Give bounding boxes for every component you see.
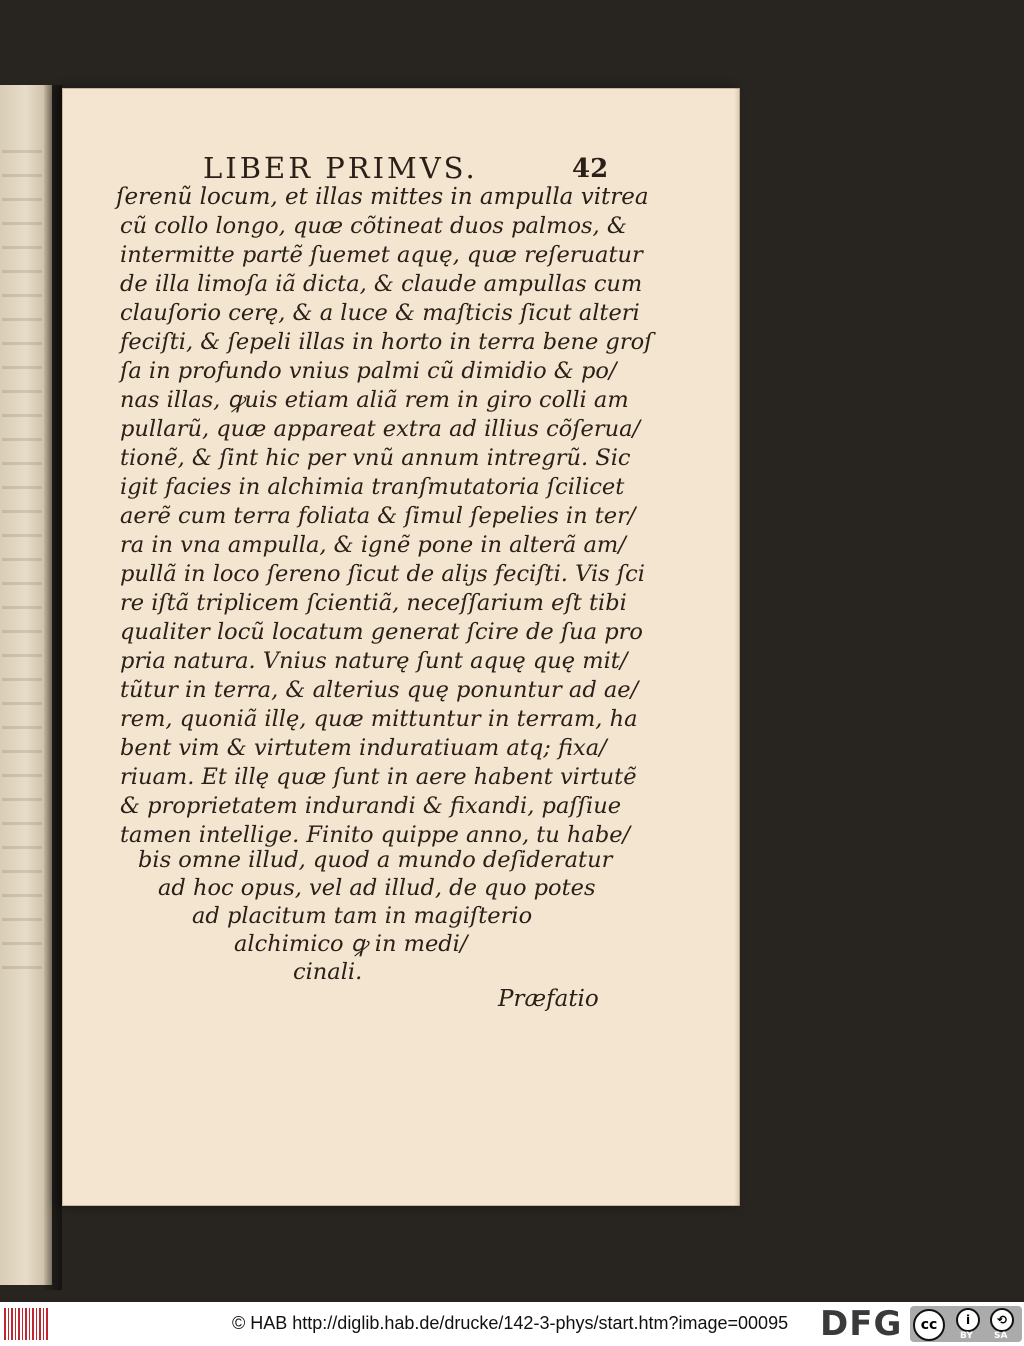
text-line-19: rem, quoniã illę, quæ mittuntur in terram, ha [120,706,638,732]
text-line-5: clauſorio cerę, & a luce & maſticis ſicut alteri [120,300,640,326]
running-head: LIBER PRIMVS. [203,151,478,185]
book-page [62,88,740,1206]
gutter-shadow [44,85,62,1290]
cc-license-badge[interactable] [910,1306,1022,1342]
footer-bar [0,1302,1024,1346]
text-line-6: feciſti, & ſepeli illas in horto in terra bene groſ [120,329,653,355]
text-line-21: riuam. Et illę quæ ſunt in aere habent virtutẽ [120,764,637,790]
cc-icon: cc [913,1309,945,1341]
folio-number: 42 [572,154,609,184]
text-line-17: pria natura. Vnius naturę ſunt aquę quę mit/ [120,648,628,674]
text-line-12: aerẽ cum terra foliata & ſimul ſepelies in ter/ [120,503,636,529]
catchword: Præfatio [498,986,599,1012]
text-line-10: tionẽ, & ſint hic per vnũ annum intregrũ. Sic [120,445,631,471]
barcode-icon [4,1308,48,1340]
facing-page-text-bleed [2,150,42,970]
source-credit[interactable]: © HAB http://diglib.hab.de/drucke/142-3-phys/start.htm?image=00095 [232,1313,789,1333]
text-line-27: alchimico ꝙ in medi/ [234,931,468,957]
text-line-25: ad hoc opus, vel ad illud, de quo potes [158,875,596,901]
text-line-7: ſa in profundo vnius palmi cũ dimidio & po/ [120,358,617,384]
text-line-24: bis omne illud, quod a mundo deſideratur [138,847,613,873]
text-line-1: ſerenũ locum, et illas mittes in ampulla vitrea [116,184,649,210]
by-label: BY [960,1331,973,1341]
sa-icon: ⟲ [990,1308,1014,1332]
text-line-26: ad placitum tam in magiſterio [192,903,533,929]
text-line-16: qualiter locũ locatum generat ſcire de ſua pro [120,619,643,645]
text-line-2: cũ collo longo, quæ cõtineat duos palmos, & [120,213,627,239]
text-line-9: pullarũ, quæ appareat extra ad illius cõſerua/ [120,416,641,442]
text-line-11: igit facies in alchimia tranſmutatoria ſcilicet [120,474,625,500]
text-line-15: re iſtã triplicem ſcientiã, neceſſarium eſt tibi [120,590,627,616]
text-line-4: de illa limoſa iã dicta, & claude ampullas cum [120,271,643,297]
text-line-20: bent vim & virtutem induratiuam atq; fixa/ [120,735,607,761]
text-line-23: tamen intellige. Finito quippe anno, tu habe/ [120,822,631,848]
text-line-13: ra in vna ampulla, & ignẽ pone in alterã am/ [120,532,626,558]
text-line-28: cinali. [293,959,363,985]
dfg-logo: DFG [820,1304,903,1344]
text-line-3: intermitte partẽ ſuemet aquę, quæ reſeruatur [120,242,643,268]
text-line-14: pullã in loco ſereno ſicut de aliȷs feciſti. Vis ſci [120,561,645,587]
sa-label: SA [994,1331,1008,1341]
text-line-22: & proprietatem indurandi & fixandi, paſſiue [120,793,622,819]
text-line-18: tũtur in terra, & alterius quę ponuntur ad ae/ [120,677,639,703]
text-line-8: nas illas, ꝙuis etiam aliã rem in giro colli am [120,387,629,413]
by-icon: i [956,1308,980,1332]
